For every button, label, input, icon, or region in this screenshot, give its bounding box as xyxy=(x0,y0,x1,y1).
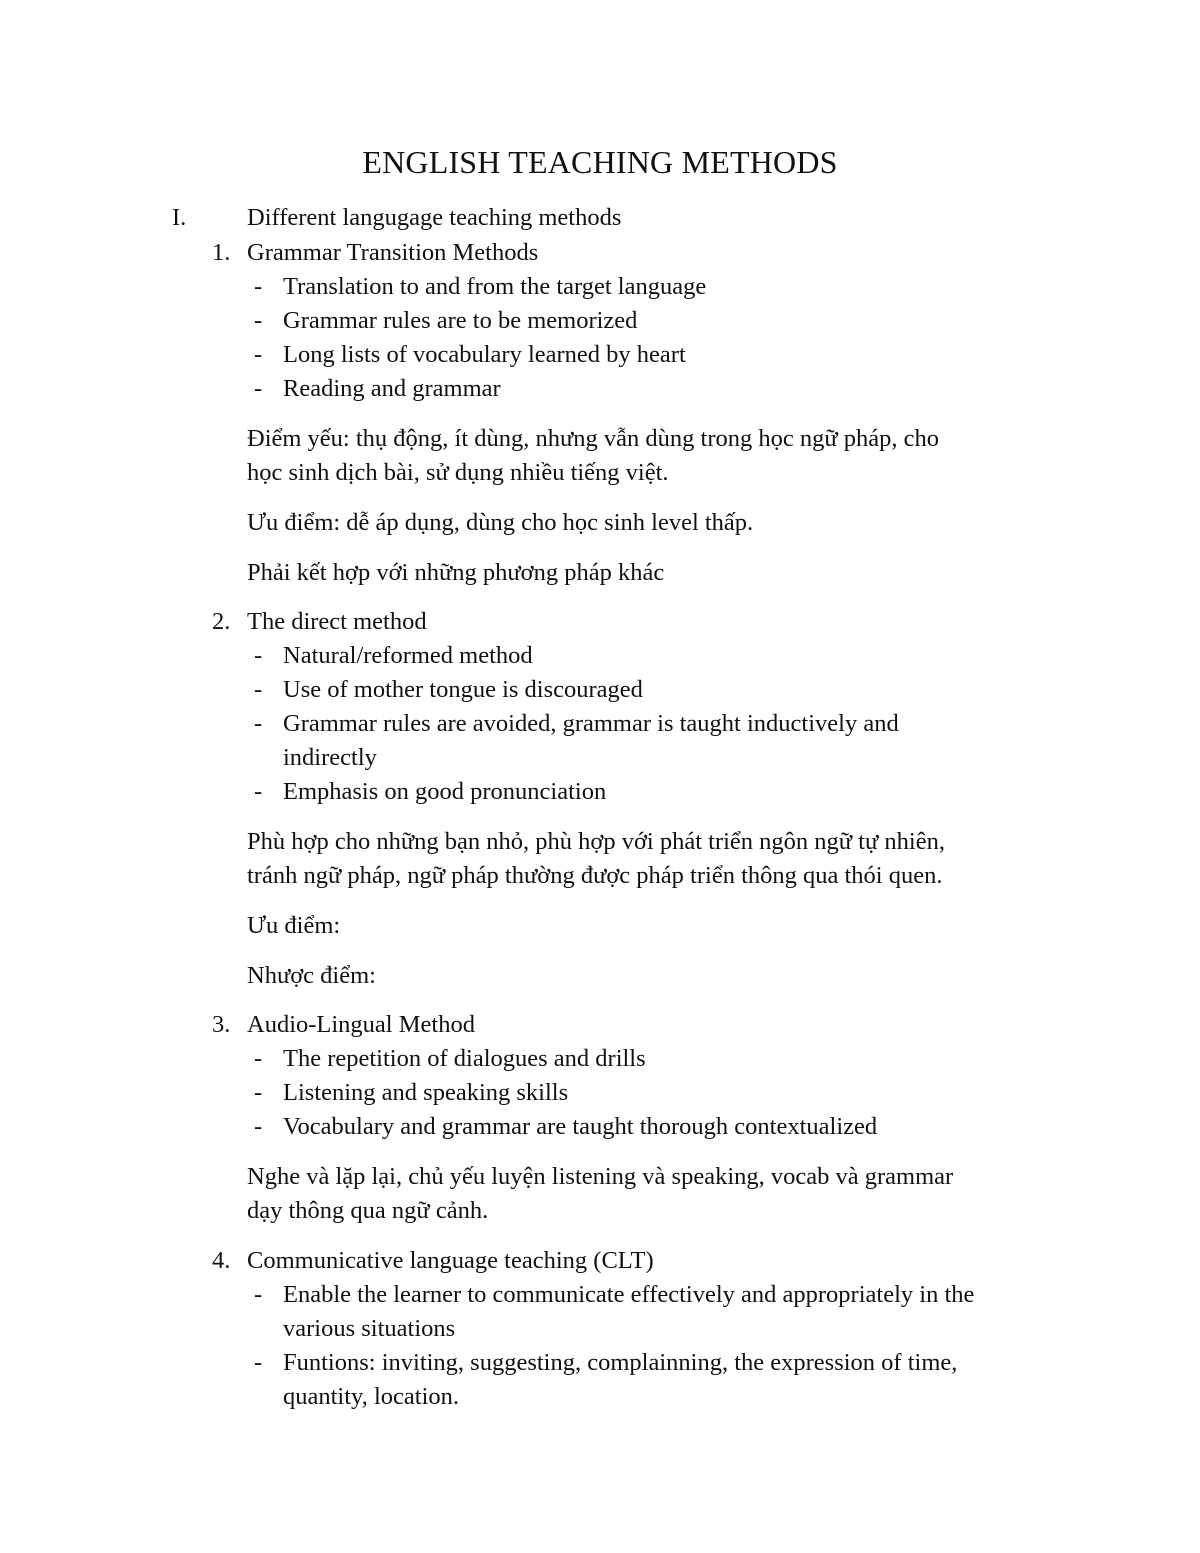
bullet-dash: - xyxy=(254,1113,263,1140)
bullet-dash: - xyxy=(254,710,263,737)
bullet-item: Vocabulary and grammar are taught thorough contextualized xyxy=(283,1113,878,1140)
note-paragraph: tránh ngữ pháp, ngữ pháp thường được pháp triển thông qua thói quen. xyxy=(247,862,943,889)
method-number: 4. xyxy=(212,1247,231,1274)
bullet-dash: - xyxy=(254,778,263,805)
method-name: The direct method xyxy=(247,608,427,635)
bullet-item: Natural/reformed method xyxy=(283,642,533,669)
bullet-item: Long lists of vocabulary learned by heart xyxy=(283,341,686,368)
bullet-dash: - xyxy=(254,676,263,703)
bullet-item: Translation to and from the target language xyxy=(283,273,707,300)
note-paragraph: Nghe và lặp lại, chủ yếu luyện listening và speaking, vocab và grammar xyxy=(247,1163,954,1190)
bullet-item-continuation: quantity, location. xyxy=(283,1383,459,1410)
bullet-item: Funtions: inviting, suggesting, complainning, the expression of time, xyxy=(283,1349,958,1376)
note-paragraph: Phù hợp cho những bạn nhỏ, phù hợp với phát triển ngôn ngữ tự nhiên, xyxy=(247,828,945,855)
method-number: 3. xyxy=(212,1011,231,1038)
bullet-dash: - xyxy=(254,307,263,334)
bullet-item: Enable the learner to communicate effectively and appropriately in the xyxy=(283,1281,975,1308)
method-name: Audio-Lingual Method xyxy=(247,1011,475,1038)
bullet-dash: - xyxy=(254,1079,263,1106)
bullet-item: Grammar rules are to be memorized xyxy=(283,307,638,334)
note-paragraph: dạy thông qua ngữ cảnh. xyxy=(247,1197,489,1224)
note-paragraph: Nhược điểm: xyxy=(247,962,376,989)
bullet-item: Listening and speaking skills xyxy=(283,1079,569,1106)
note-paragraph: Điểm yếu: thụ động, ít dùng, nhưng vẫn dùng trong học ngữ pháp, cho xyxy=(247,425,940,452)
bullet-dash: - xyxy=(254,375,263,402)
bullet-dash: - xyxy=(254,341,263,368)
bullet-item: The repetition of dialogues and drills xyxy=(283,1045,646,1072)
bullet-item: Use of mother tongue is discouraged xyxy=(283,676,643,703)
bullet-item: Grammar rules are avoided, grammar is taught inductively and xyxy=(283,710,899,737)
section-heading: Different langugage teaching methods xyxy=(247,204,622,231)
bullet-dash: - xyxy=(254,1349,263,1376)
method-number: 2. xyxy=(212,608,231,635)
document-title: ENGLISH TEACHING METHODS xyxy=(362,144,838,180)
method-number: 1. xyxy=(212,239,231,266)
bullet-dash: - xyxy=(254,642,263,669)
bullet-dash: - xyxy=(254,1281,263,1308)
bullet-dash: - xyxy=(254,1045,263,1072)
bullet-item-continuation: various situations xyxy=(283,1315,456,1342)
section-number: I. xyxy=(172,204,187,231)
note-paragraph: Phải kết hợp với những phương pháp khác xyxy=(247,559,665,586)
method-name: Communicative language teaching (CLT) xyxy=(247,1247,654,1274)
bullet-item: Reading and grammar xyxy=(283,375,501,402)
bullet-item-continuation: indirectly xyxy=(283,744,377,771)
note-paragraph: Ưu điểm: xyxy=(247,912,341,939)
bullet-item: Emphasis on good pronunciation xyxy=(283,778,607,805)
note-paragraph: Ưu điểm: dễ áp dụng, dùng cho học sinh level thấp. xyxy=(247,509,754,536)
bullet-dash: - xyxy=(254,273,263,300)
note-paragraph: học sinh dịch bài, sử dụng nhiều tiếng việt. xyxy=(247,459,669,486)
method-name: Grammar Transition Methods xyxy=(247,239,539,266)
